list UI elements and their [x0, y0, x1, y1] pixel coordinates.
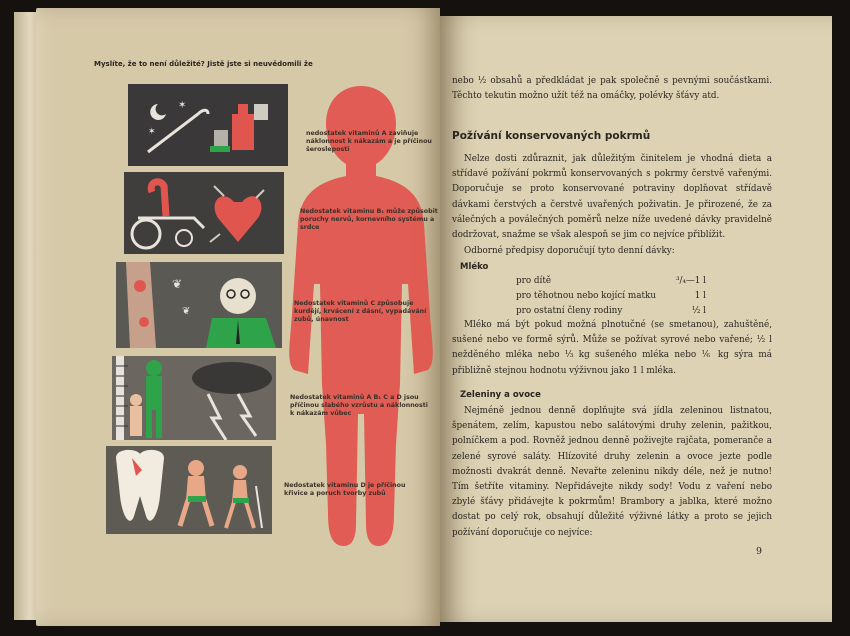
left-intro-text: Myslíte, že to není důležité? Jistě jste si neuvědomili že [94, 60, 313, 68]
milk-row-value: 1 l [694, 290, 706, 301]
wheelchair-heart-icon [124, 172, 284, 254]
milk-row-value: ½ l [691, 305, 706, 316]
scurvy-face-icon [116, 262, 282, 348]
section-heading-conserved-food: Požívání konservovaných pokrmů [452, 130, 651, 142]
milk-row-mother [516, 289, 706, 304]
vegetables-heading: Zeleniny a ovoce [460, 390, 541, 400]
paragraph-vegetables: Nejméně jednou denně doplňujte svá jídla zeleninou listnatou, špenátem, zelím, kapustou nebo salátovými druhy zelenin, pažitkou, polníčkem a pod. Rovněž jednou denně poživejte rajčata, pomeranče a zelené syrové saláty. Hlízovité druhy zelenin a ovoce jezte podle možnosti dvakrát denně. Nevařte zeleninu nikdy déle, než je nutno! Tím šetříte vitaminy. Nepřidávejte nikdy sody! Vodu z vaření nebo zbylé šťávy přidávejte k pokrmům! Brambory a jablka, které možno dostat po celý rok, obsahují důležité výživné látky a proto se jejich požívání doporučuje co nejvíce: [452, 406, 772, 538]
caption-vitamins-abcd: Nedostatek vitaminů A B₁ C a D jsou příčinou slabého vzrůstu a náklonnosti k nákazám vůbec [290, 394, 428, 418]
milk-row-value: ³/₄—1 l [675, 276, 706, 286]
milk-row-label: pro dítě [516, 276, 552, 286]
panel-nerves-heart [124, 172, 284, 254]
right-top-text: nebo ½ obsahů a předkládat je pak společně s pevnými součástkami. Těchto tekutin možno užít též na omáčky, polévky šťávy atd. [452, 76, 772, 102]
panel-night-blindness [128, 84, 288, 166]
growth-storm-icon [112, 356, 276, 440]
caption-vitamin-d: Nedostatek vitaminu D je příčinou křivice a poruch tvorby zubů [284, 482, 406, 498]
milk-dose-list [516, 274, 706, 318]
milk-row-label: pro těhotnou nebo kojící matku [516, 290, 657, 301]
paragraph-daily-doses: Odborné předpisy doporučují tyto denní dávky: [464, 246, 675, 256]
night-scene-icon [128, 84, 288, 166]
panel-growth [112, 356, 276, 440]
svg-text:✶: ✶ [178, 100, 187, 111]
caption-vitamin-c: Nedostatek vitaminů C způsobuje kurdějí, krvácení z dásní, vypadávání zubů, únavnost [294, 300, 427, 324]
panel-scurvy [116, 262, 282, 348]
panel-rickets [106, 446, 272, 534]
paragraph-conserved-food: Nelze dosti zdůraznit, jak důležitým činitelem je vhodná dieta a střídavé požívání pokrmů konservovaných s pokrmy čerstvě vařenými. Doporučuje se proto konservované potraviny doplňovat střídavě dávkami čerstvých a čerstvě uvařených poživatin. Je přirozené, že za válečných a poválečných poměrů nelze níže uvedené dávky pravidelně dodržovat, snažme se však alespoň se jim co nejvíce přiblížit. [452, 154, 772, 241]
svg-text:✶: ✶ [148, 127, 156, 137]
tooth-rickets-icon [106, 446, 272, 534]
caption-vitamin-a: nedostatek vitaminů A zaviňuje náklonnost k nákazám a je příčinou šerosleposti [306, 130, 432, 154]
paragraph-milk: Mléko má být pokud možná plnotučné (se smetanou), zahuštěné, sušené nebo ve formě sýrů. Může se požívat syrové nebo vařené; ½ l nežděného mléka nebo ⅓ kg sušeného mléka nebo ⅙ kg sýra má přibližně stejnou hodnotu výživnou jako 1 l mléka. [452, 320, 772, 376]
caption-vitamin-b1: Nedostatek vitaminu B₁ může způsobit poruchy nervů, kornevního systému a srdce [300, 208, 438, 232]
milk-row-child [516, 274, 706, 289]
milk-heading: Mléko [460, 262, 489, 272]
svg-text:❦: ❦ [182, 306, 191, 317]
svg-text:❦: ❦ [172, 277, 183, 291]
page-number: 9 [756, 546, 763, 557]
milk-row-label: pro ostatní členy rodiny [516, 305, 623, 316]
milk-row-family [516, 304, 706, 319]
